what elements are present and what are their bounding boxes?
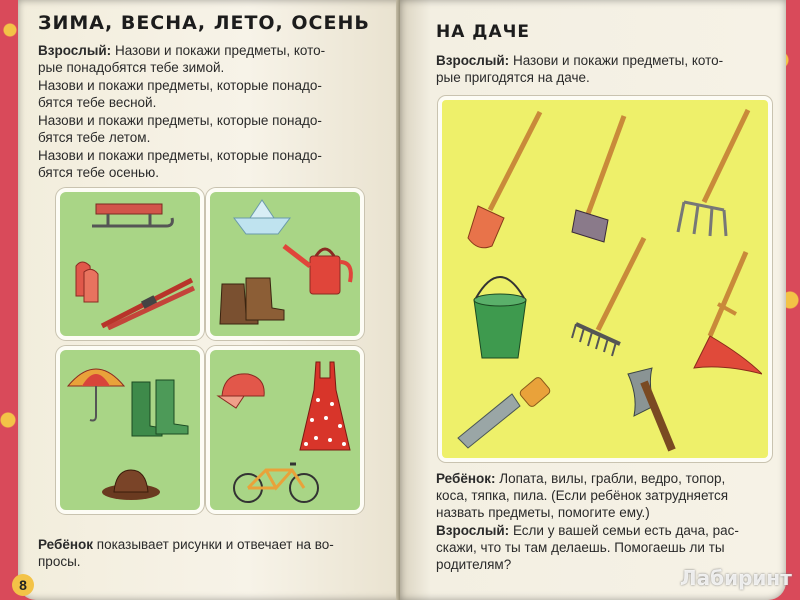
right-page-title: НА ДАЧЕ	[436, 22, 530, 42]
left-instruction-line3: Назови и покажи предметы, которые понадо-	[38, 78, 322, 93]
cap-icon	[214, 370, 270, 412]
bucket-icon	[474, 277, 526, 358]
adult-label: Взрослый:	[436, 53, 510, 68]
left-instruction-line2: рые понадобятся тебе зимой.	[38, 60, 225, 75]
spring-card	[206, 188, 364, 340]
scythe-icon	[694, 252, 762, 374]
right-adult-line3: родителям?	[436, 557, 512, 572]
watermark-logo: Лабиринт	[680, 566, 792, 590]
umbrella-icon	[66, 358, 126, 424]
right-instruction-line2: рые пригодятся на даче.	[436, 70, 590, 85]
winter-card	[56, 188, 204, 340]
adult-label: Взрослый:	[38, 43, 112, 58]
left-instruction-line8: бятся тебе осенью.	[38, 165, 159, 180]
rubber-boots-icon	[128, 378, 192, 442]
left-instruction-line4: бятся тебе весной.	[38, 95, 157, 110]
right-child-line2: коса, тяпка, пила. (Если ребёнок затрудняется	[436, 488, 729, 503]
garden-tools-illustration	[448, 106, 762, 452]
hat-icon	[100, 466, 162, 502]
child-answer-line1: Ребёнок показывает рисунки и отвечает на во-	[38, 537, 334, 552]
left-instruction-line6: бятся тебе летом.	[38, 130, 151, 145]
shovel-icon	[468, 112, 540, 248]
skis-icon	[98, 270, 198, 330]
autumn-card	[206, 346, 364, 514]
left-instruction-line7: Назови и покажи предметы, которые понадо-	[38, 148, 322, 163]
sled-icon	[88, 202, 176, 232]
right-page	[400, 0, 792, 600]
watering-can-icon	[280, 238, 356, 298]
bicycle-icon	[230, 460, 322, 506]
left-instruction-line1: Взрослый: Назови и покажи предметы, кото-	[38, 43, 326, 58]
axe-icon	[628, 368, 672, 450]
adult-label: Взрослый:	[436, 523, 510, 538]
pitchfork-icon	[678, 110, 748, 236]
right-child-line1: Ребёнок: Лопата, вилы, грабли, ведро, топор,	[436, 471, 726, 486]
hoe-icon	[572, 116, 624, 242]
summer-card	[56, 346, 204, 514]
dress-icon	[298, 360, 352, 454]
right-adult-line1: Взрослый: Если у вашей семьи есть дача, рас-	[436, 523, 739, 538]
paper-boat-icon	[232, 198, 292, 238]
child-answer-line2: просы.	[38, 554, 81, 569]
right-child-line3: назвать предметы, помогите ему.)	[436, 505, 650, 520]
right-adult-line2: скажи, что ты там делаешь. Помогаешь ли ты	[436, 540, 725, 555]
right-instruction-line1: Взрослый: Назови и покажи предметы, кото-	[436, 53, 724, 68]
page-number-left: 8	[12, 574, 34, 596]
rake-icon	[572, 238, 644, 356]
left-page-title: ЗИМА, ВЕСНА, ЛЕТО, ОСЕНЬ	[38, 12, 370, 34]
child-label: Ребёнок:	[436, 471, 496, 486]
garden-tools-card	[438, 96, 772, 462]
boots-icon	[218, 274, 288, 328]
left-page	[18, 0, 402, 600]
saw-icon	[458, 376, 551, 448]
child-label: Ребёнок	[38, 537, 94, 552]
left-instruction-line5: Назови и покажи предметы, которые понадо-	[38, 113, 322, 128]
